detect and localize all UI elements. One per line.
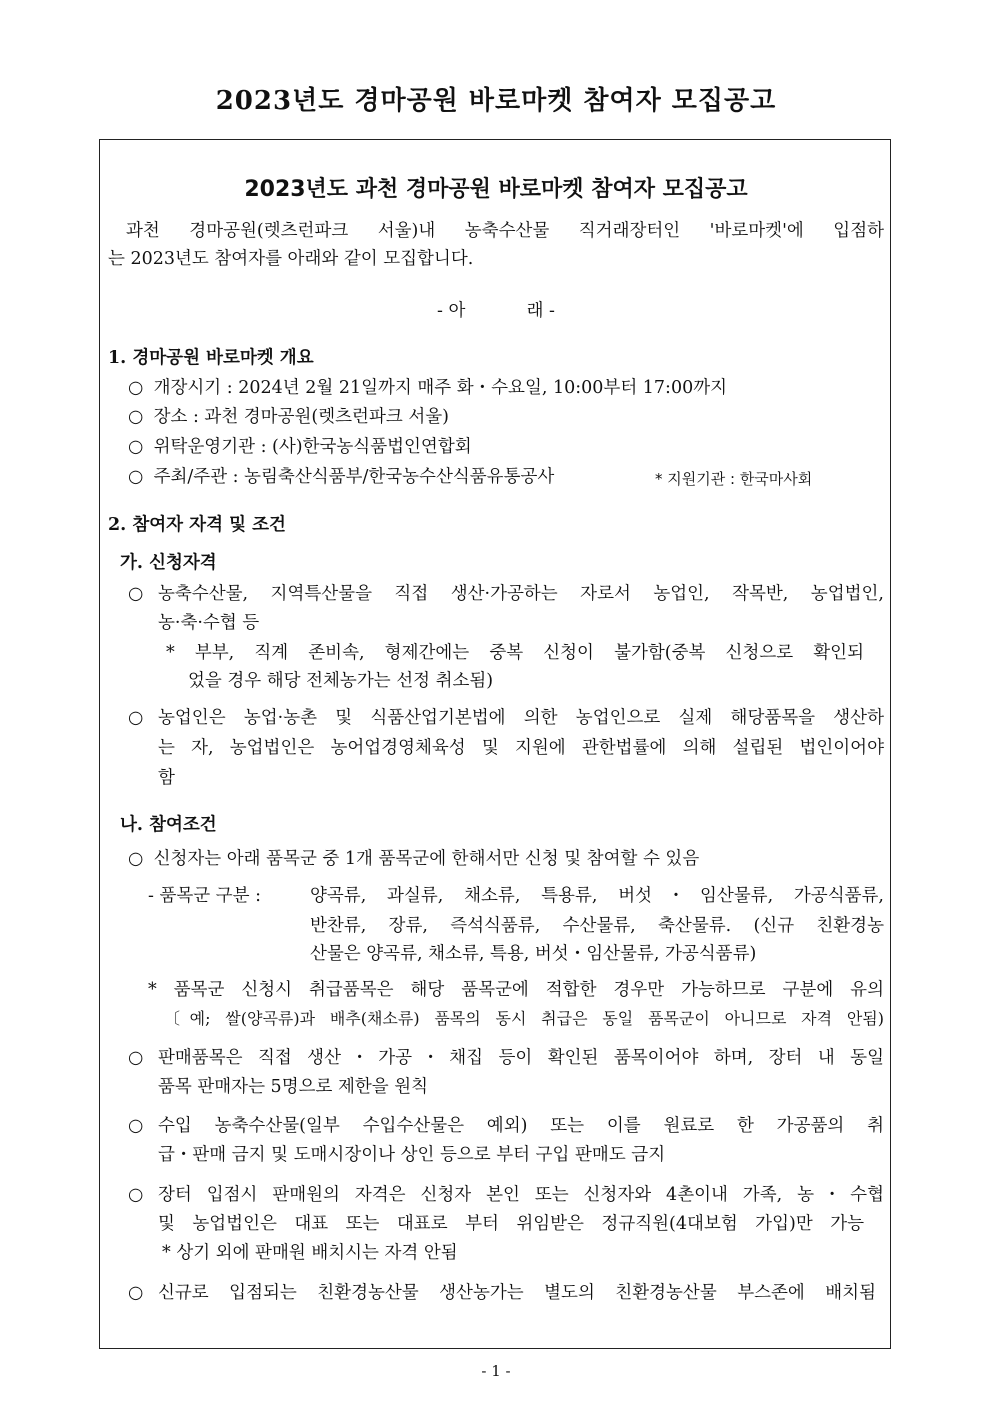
na-note-1-line-1: * 품목군 신청시 취급품목은 해당 품목군에 적합한 경우만 가능하므로 구분에 유의 xyxy=(148,980,884,1000)
item-text: 신청자는 아래 품목군 중 1개 품목군에 한해서만 신청 및 참여할 수 있음 xyxy=(153,849,700,869)
section1-heading: 1. 경마공원 바로마켓 개요 xyxy=(108,348,314,368)
ga-item-1-line-1: 농축수산물, 지역특산물을 직접 생산·가공하는 자로서 농업인, 작목반, 농업법인, xyxy=(158,584,884,604)
notice-title: 2023년도 과천 경마공원 바로마켓 참여자 모집공고 xyxy=(244,177,748,202)
na-item-4-line-1: 장터 입점시 판매원의 자격은 신청자 본인 또는 신청자와 4촌이내 가족, 농・수협 xyxy=(158,1185,884,1205)
na-item-2-line-2: 품목 판매자는 5명으로 제한을 원칙 xyxy=(158,1077,429,1097)
page-title: 2023년도 경마공원 바로마켓 참여자 모집공고 xyxy=(215,86,777,116)
circle-bullet-icon: ○ xyxy=(128,708,144,728)
ga-item-2-line-3: 함 xyxy=(158,768,175,788)
section2-heading: 2. 참여자 자격 및 조건 xyxy=(108,515,286,535)
na-item-2-bullet xyxy=(128,1047,148,1069)
section1-item-1 xyxy=(128,377,727,399)
item-text: 개장시기 : 2024년 2월 21일까지 매주 화・수요일, 10:00부터 17:00까지 xyxy=(153,378,728,398)
na-item-4-bullet xyxy=(128,1184,148,1206)
circle-bullet-icon: ○ xyxy=(128,378,144,398)
category-line-3: 산물은 양곡류, 채소류, 특용, 버섯・임산물류, 가공식품류) xyxy=(310,944,757,964)
ga-item-2-bullet xyxy=(128,707,148,729)
subsection-ga-heading: 가. 신청자격 xyxy=(120,553,217,573)
item-text: 장소 : 과천 경마공원(렛츠런파크 서울) xyxy=(153,407,449,427)
na-item-4-line-2: 및 농업법인은 대표 또는 대표로 부터 위임받은 정규직원(4대보험 가입)만 가능 xyxy=(158,1214,864,1234)
ga-note-line-2: 었을 경우 해당 전체농가는 선정 취소됨) xyxy=(188,671,494,691)
circle-bullet-icon: ○ xyxy=(128,1048,144,1068)
ga-item-2-line-1: 농업인은 농업·농촌 및 식품산업기본법에 의한 농업인으로 실제 해당품목을 생산하 xyxy=(158,708,884,728)
category-line-2: 반찬류, 장류, 즉석식품류, 수산물류, 축산물류. (신규 친환경농 xyxy=(310,916,884,936)
na-item-5: 신규로 입점되는 친환경농산물 생산농가는 별도의 친환경농산물 부스존에 배치됨 xyxy=(158,1283,876,1303)
circle-bullet-icon: ○ xyxy=(128,467,144,487)
support-note: * 지원기관 : 한국마사회 xyxy=(655,470,813,488)
na-item-2-line-1: 판매품목은 직접 생산・가공・채집 등이 확인된 품목이어야 하며, 장터 내 동일 xyxy=(158,1048,884,1068)
ga-item-2-line-2: 는 자, 농업법인은 농어업경영체육성 및 지원에 관한법률에 의해 설립된 법인이어야 xyxy=(158,738,884,758)
section1-item-3 xyxy=(128,436,472,458)
category-line-1: 양곡류, 과실류, 채소류, 특용류, 버섯・임산물류, 가공식품류, xyxy=(310,886,884,906)
na-item-4-note: * 상기 외에 판매원 배치시는 자격 안됨 xyxy=(162,1243,458,1263)
ga-item-1-bullet xyxy=(128,583,148,605)
circle-bullet-icon: ○ xyxy=(128,407,144,427)
na-item-3-bullet xyxy=(128,1115,148,1137)
circle-bullet-icon: ○ xyxy=(128,1283,144,1303)
ah-rae-divider: - 아 래 - xyxy=(437,301,555,321)
intro-line-2: 는 2023년도 참여자를 아래와 같이 모집합니다. xyxy=(108,249,474,269)
item-text: 주최/주관 : 농림축산식품부/한국농수산식품유통공사 xyxy=(153,467,555,487)
ga-item-1-line-2: 농·축·수협 등 xyxy=(158,613,260,633)
notice-box xyxy=(99,139,891,1349)
item-text: 위탁운영기관 : (사)한국농식품법인연합회 xyxy=(153,437,472,457)
category-label: - 품목군 구분 : xyxy=(148,886,262,906)
na-note-1-line-2: 〔예; 쌀(양곡류)과 배추(채소류) 품목의 동시 취급은 동일 품목군이 아니므로 자격 안됨) xyxy=(164,1009,884,1028)
circle-bullet-icon: ○ xyxy=(128,849,144,869)
circle-bullet-icon: ○ xyxy=(128,1185,144,1205)
na-item-3-line-1: 수입 농축수산물(일부 수입수산물은 예외) 또는 이를 원료로 한 가공품의 취 xyxy=(158,1116,884,1136)
circle-bullet-icon: ○ xyxy=(128,584,144,604)
page-number: - 1 - xyxy=(481,1362,511,1380)
section1-item-2 xyxy=(128,406,449,428)
section1-item-4 xyxy=(128,466,554,488)
ga-note-line-1: * 부부, 직계 존비속, 형제간에는 중복 신청이 불가함(중복 신청으로 확인되 xyxy=(166,643,864,663)
subsection-na-heading: 나. 참여조건 xyxy=(120,815,217,835)
na-item-1 xyxy=(128,848,699,870)
na-item-5-bullet xyxy=(128,1282,148,1304)
circle-bullet-icon: ○ xyxy=(128,437,144,457)
circle-bullet-icon: ○ xyxy=(128,1116,144,1136)
intro-line-1: 과천 경마공원(렛츠런파크 서울)내 농축수산물 직거래장터인 '바로마켓'에 입점하 xyxy=(126,221,884,241)
na-item-3-line-2: 급・판매 금지 및 도매시장이나 상인 등으로 부터 구입 판매도 금지 xyxy=(158,1145,666,1165)
